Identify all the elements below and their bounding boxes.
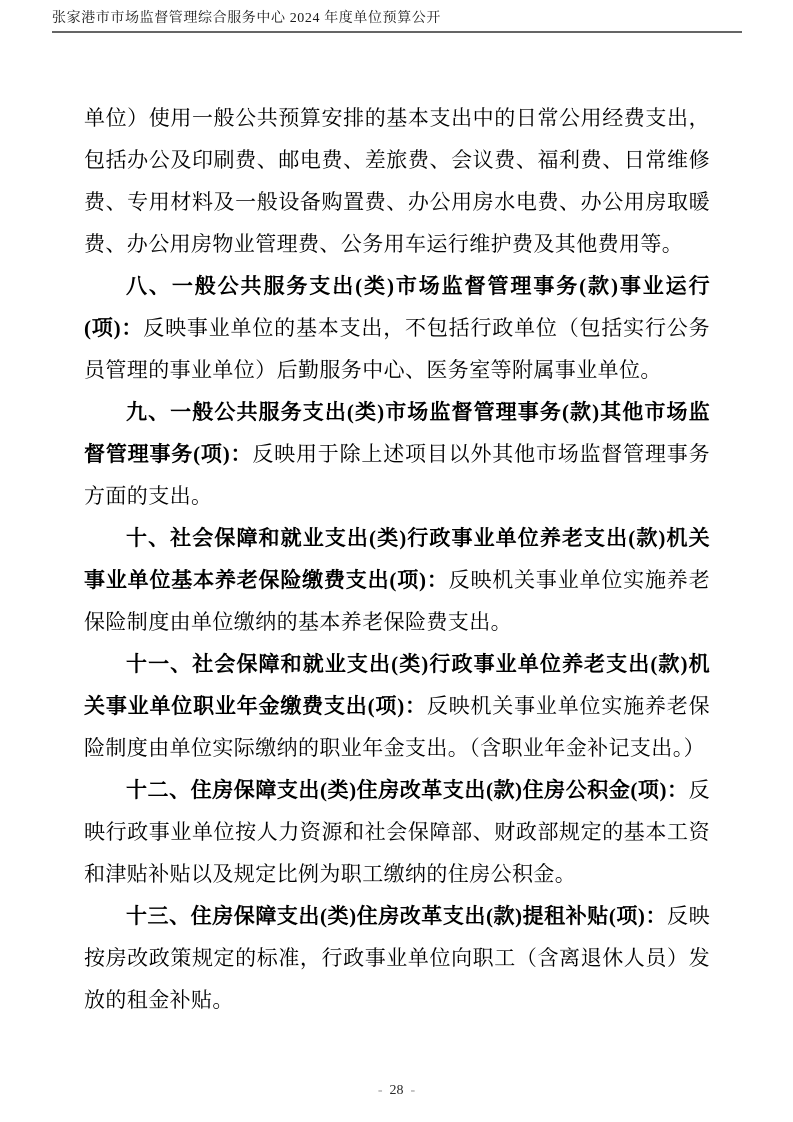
paragraph-lead: 十、社会保障和就业支出(类)行政事业单位养老支出(款)机关事业单位基本养老保险缴费支出(项)：: [84, 526, 710, 592]
paragraph-lead: 八、一般公共服务支出(类)市场监督管理事务(款)事业运行(项)：: [84, 274, 710, 340]
paragraph-text: 反映机关事业单位实施养老保险制度由单位缴纳的基本养老保险费支出。: [84, 568, 710, 634]
footer-dash-left: -: [377, 1083, 383, 1098]
paragraph: [84, 895, 710, 1021]
paragraph-text: 反映行政事业单位按人力资源和社会保障部、财政部规定的基本工资和津贴补贴以及规定比例为职工缴纳的住房公积金。: [84, 778, 710, 886]
paragraph-text: 反映按房改政策规定的标准，行政事业单位向职工（含离退休人员）发放的租金补贴。: [84, 904, 710, 1012]
paragraph-text: 单位）使用一般公共预算安排的基本支出中的日常公用经费支出，包括办公及印刷费、邮电费、差旅费、会议费、福利费、日常维修费、专用材料及一般设备购置费、办公用房水电费、办公用房取暖费、办公用房物业管理费、公务用车运行维护费及其他费用等。: [84, 106, 710, 256]
header-title: 张家港市市场监督管理综合服务中心 2024 年度单位预算公开: [52, 11, 441, 26]
paragraph: [84, 517, 710, 643]
paragraph: [84, 391, 710, 517]
paragraph-lead: 十三、住房保障支出(类)住房改革支出(款)提租补贴(项)：: [126, 904, 668, 928]
paragraph-text: 反映事业单位的基本支出，不包括行政单位（包括实行公务员管理的事业单位）后勤服务中心、医务室等附属事业单位。: [84, 316, 710, 382]
page-header: [52, 10, 742, 33]
footer-dash-right: -: [410, 1083, 416, 1098]
paragraph-text: 反映机关事业单位实施养老保险制度由单位实际缴纳的职业年金支出。（含职业年金补记支出。）: [84, 694, 710, 760]
document-body: [84, 97, 710, 1021]
paragraph-lead: 九、一般公共服务支出(类)市场监督管理事务(款)其他市场监督管理事务(项)：: [84, 400, 710, 466]
paragraph: [84, 265, 710, 391]
page-number: 28: [389, 1083, 404, 1098]
paragraph-text: 反映用于除上述项目以外其他市场监督管理事务方面的支出。: [84, 442, 710, 508]
paragraph: [84, 97, 710, 265]
paragraph-lead: 十二、住房保障支出(类)住房改革支出(款)住房公积金(项)：: [126, 778, 689, 802]
paragraph: [84, 643, 710, 769]
paragraph-lead: 十一、社会保障和就业支出(类)行政事业单位养老支出(款)机关事业单位职业年金缴费支出(项)：: [84, 652, 710, 718]
paragraph: [84, 769, 710, 895]
page-footer: [0, 1082, 793, 1100]
